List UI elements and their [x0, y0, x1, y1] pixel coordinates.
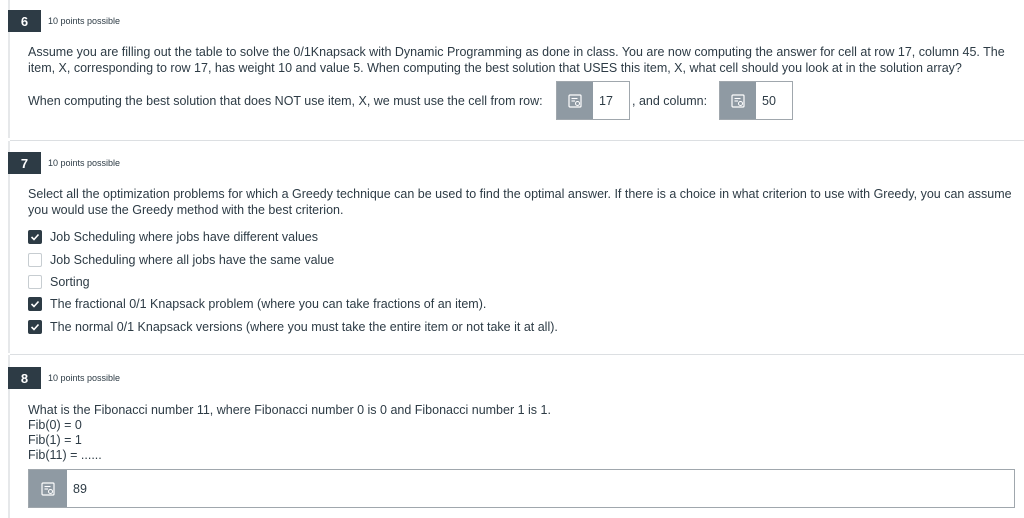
points-possible: 10 points possible: [48, 373, 121, 383]
question-prompt-line: Fib(11) = ......: [28, 448, 102, 462]
checkbox-label[interactable]: The normal 0/1 Knapsack versions (where you must take the entire item or not take it at all).: [50, 320, 558, 334]
checkmark-icon: [30, 232, 40, 242]
row-answer-value[interactable]: 17: [599, 93, 613, 108]
formula-editor-icon[interactable]: [720, 82, 756, 119]
checkbox-option[interactable]: [28, 251, 334, 269]
checkbox-unchecked[interactable]: [28, 253, 42, 267]
fibonacci-answer-field[interactable]: [28, 469, 1015, 508]
points-possible: 10 points possible: [48, 16, 121, 26]
question-prompt-line: Fib(1) = 1: [28, 433, 82, 447]
question-number: 6: [8, 10, 41, 32]
checkbox-checked[interactable]: [28, 230, 42, 244]
fill-in-middle: , and column:: [632, 94, 708, 108]
formula-editor-icon[interactable]: [29, 470, 67, 507]
checkbox-option[interactable]: [28, 228, 318, 246]
fibonacci-answer-value[interactable]: 89: [73, 481, 87, 496]
checkmark-icon: [30, 299, 40, 309]
question-number: 8: [8, 367, 41, 389]
checkbox-checked[interactable]: [28, 320, 42, 334]
checkbox-label[interactable]: Job Scheduling where all jobs have the same value: [50, 253, 335, 267]
row-answer-field[interactable]: [556, 81, 630, 120]
question-prompt-line: item, X, corresponding to row 17, has weight 10 and value 5. When computing the best solution that USES this item, X, what cell should you look at in the solution array?: [28, 61, 962, 75]
question-prompt-line: What is the Fibonacci number 11, where Fibonacci number 0 is 0 and Fibonacci number 1 is 1.: [28, 403, 551, 417]
checkbox-checked[interactable]: [28, 297, 42, 311]
question-number: 7: [8, 152, 41, 174]
question-prompt-line: Assume you are filling out the table to solve the 0/1Knapsack with Dynamic Programming as done in class. You are now computing the answer for cell at row 17, column 45. The: [28, 45, 1005, 59]
checkmark-icon: [30, 322, 40, 332]
points-possible: 10 points possible: [48, 158, 121, 168]
column-answer-value[interactable]: 50: [762, 93, 776, 108]
question-divider: [10, 140, 1024, 141]
checkbox-unchecked[interactable]: [28, 275, 42, 289]
formula-editor-icon[interactable]: [557, 82, 593, 119]
fill-in-prefix: When computing the best solution that does NOT use item, X, we must use the cell from row:: [28, 94, 543, 108]
column-answer-field[interactable]: [719, 81, 793, 120]
checkbox-label[interactable]: Sorting: [50, 275, 90, 289]
checkbox-option[interactable]: [28, 295, 486, 313]
question-prompt-line: Select all the optimization problems for which a Greedy technique can be used to find the optimal answer. If there is a choice in what criterion to use with Greedy, you can assume: [28, 187, 1012, 201]
checkbox-label[interactable]: Job Scheduling where jobs have different values: [50, 230, 318, 244]
checkbox-option[interactable]: [28, 318, 558, 336]
question-prompt-line: you would use the Greedy method with the best criterion.: [28, 203, 344, 217]
checkbox-label[interactable]: The fractional 0/1 Knapsack problem (where you can take fractions of an item).: [50, 297, 487, 311]
question-prompt-line: Fib(0) = 0: [28, 418, 82, 432]
checkbox-option[interactable]: [28, 273, 90, 291]
question-divider: [10, 354, 1024, 355]
